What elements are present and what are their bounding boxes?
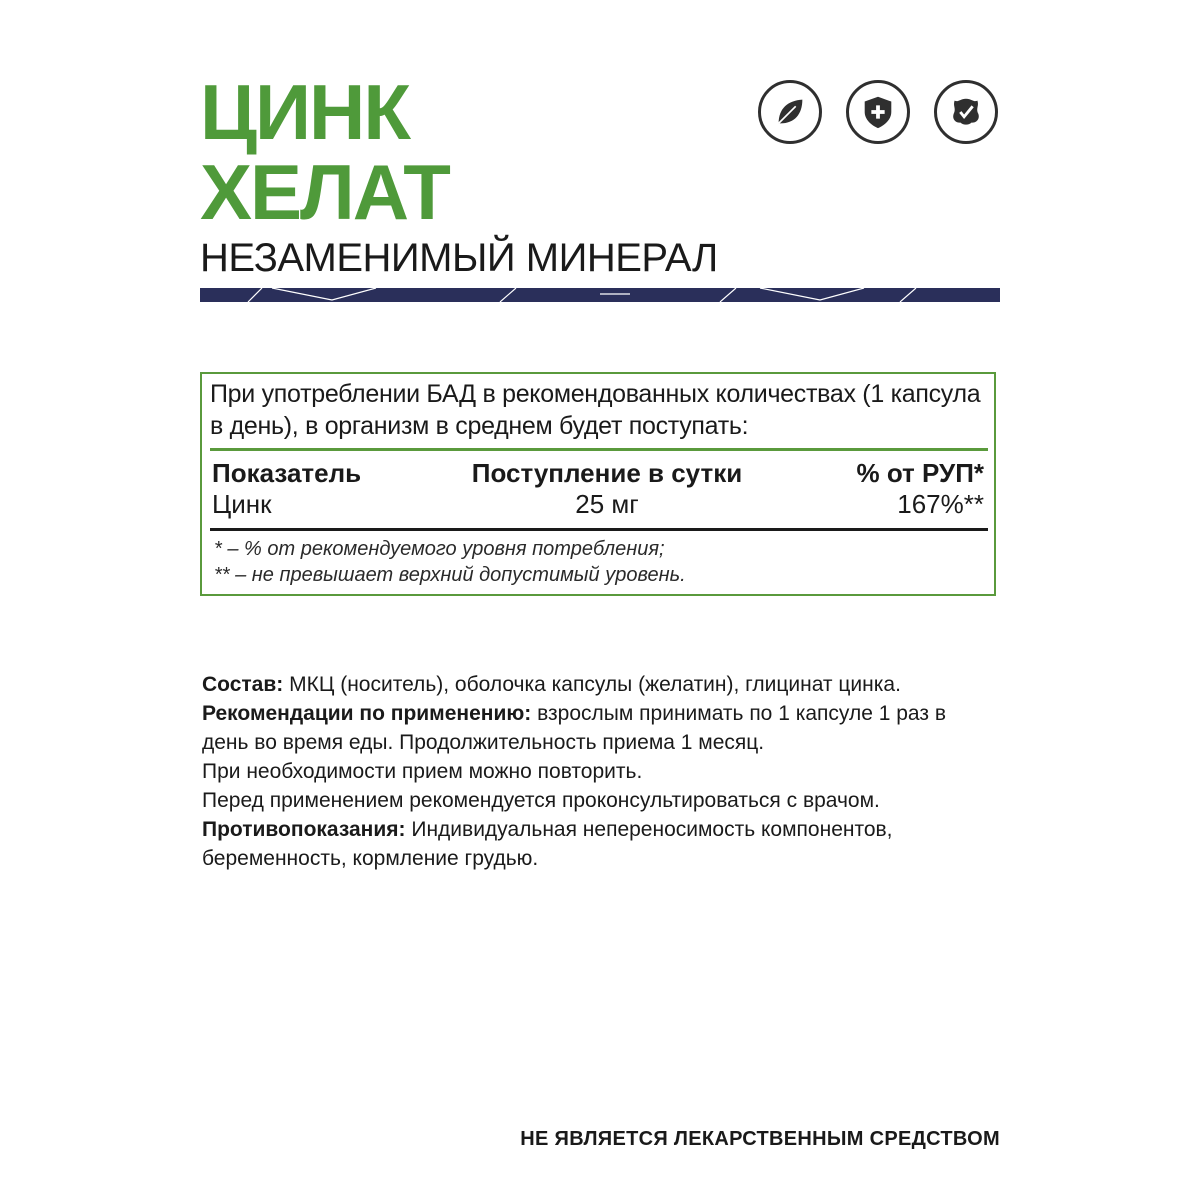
footnote-rda: * – % от рекомендуемого уровня потребления; [214, 538, 665, 560]
table-bottom-rule [210, 528, 988, 531]
product-title-line-1: ЦИНК [200, 68, 409, 156]
consult-paragraph: Перед применением рекомендуется проконсультироваться с врачом. [202, 789, 880, 812]
usage-label: Рекомендации по применению: [202, 702, 532, 725]
leaf-icon [771, 93, 809, 131]
row-indicator: Цинк [212, 489, 272, 519]
usage-text: взрослым принимать по 1 капсуле 1 раз в день во время еды. Продолжительность приема 1 месяц. [202, 702, 946, 754]
shield-badge [846, 80, 910, 144]
shield-plus-icon [859, 93, 897, 131]
usage-paragraph [202, 699, 982, 757]
leather-badge [934, 80, 998, 144]
leaf-badge [758, 80, 822, 144]
contraindications-text: Индивидуальная непереносимость компонентов, беременность, кормление грудью. [202, 818, 893, 870]
header-indicator: Показатель [212, 458, 362, 488]
product-subtitle: НЕЗАМЕНИМЫЙ МИНЕРАЛ [200, 236, 718, 280]
composition-label: Состав: [202, 673, 284, 696]
leather-check-icon [947, 93, 985, 131]
product-title-line-2: ХЕЛАТ [200, 148, 449, 236]
contraindications-paragraph [202, 815, 962, 873]
contraindications-label: Противопоказания: [202, 818, 406, 841]
composition-text: МКЦ (носитель), оболочка капсулы (желатин), глицинат цинка. [283, 673, 901, 696]
footnote-upper-limit: ** – не превышает верхний допустимый уровень. [214, 564, 686, 586]
decorative-divider [200, 288, 1000, 302]
disclaimer: НЕ ЯВЛЯЕТСЯ ЛЕКАРСТВЕННЫМ СРЕДСТВОМ [520, 1128, 1000, 1150]
nutrition-intro: При употреблении БАД в рекомендованных количествах (1 капсула в день), в организм в среднем будет поступать: [210, 380, 981, 440]
badge-group [758, 80, 1000, 144]
header-rda-percent: % от РУП* [856, 458, 984, 488]
row-rda-percent: 167%** [897, 489, 984, 519]
table-top-rule [210, 448, 988, 451]
row-daily-intake: 25 мг [575, 489, 639, 519]
header-daily-intake: Поступление в сутки [471, 458, 743, 488]
info-section [202, 670, 1002, 873]
composition-paragraph [202, 670, 1002, 699]
nutrition-box [200, 372, 996, 596]
repeat-paragraph: При необходимости прием можно повторить. [202, 760, 643, 783]
